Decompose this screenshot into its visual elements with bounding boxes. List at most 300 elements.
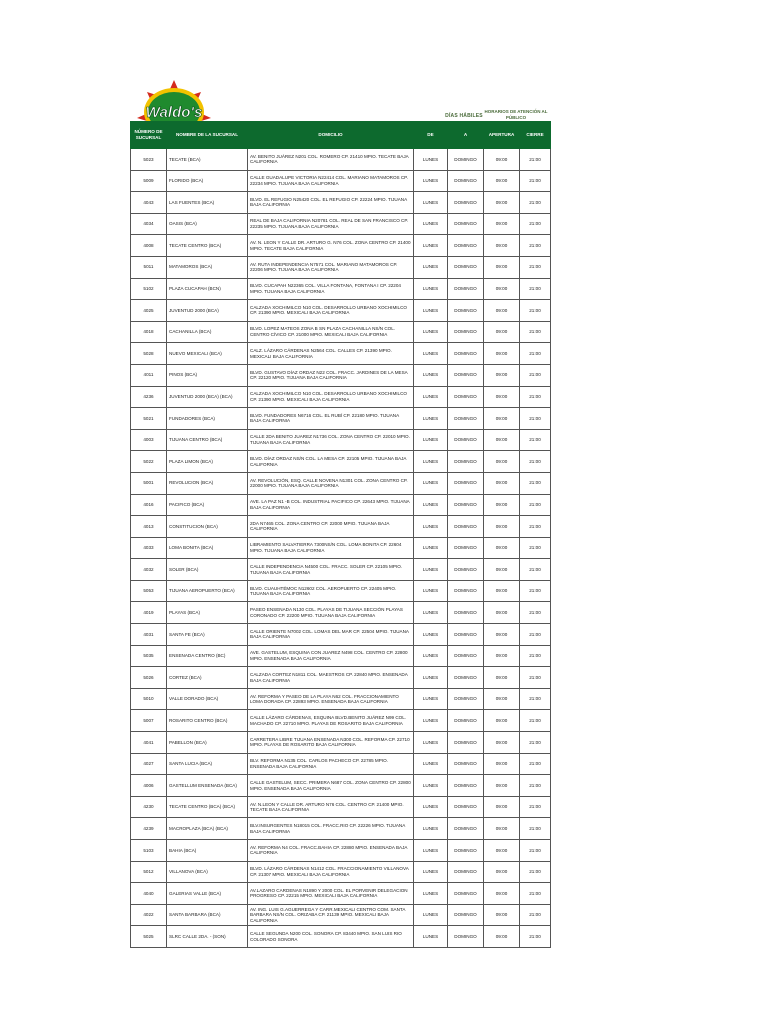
table-row [131, 472, 551, 494]
cell-domicilio: CALZADA XOCHIMILCO N10 COL. DESARROLLO URBANO XOCHIMILCO CP. 21390 MPIO. MEXICALI BAJA CALIFORNIA [248, 300, 414, 322]
table-row [131, 256, 551, 278]
cell-cierre: 21:00 [520, 516, 551, 538]
table-row [131, 429, 551, 451]
cell-nombre: FUNDADORES (BCA) [167, 408, 248, 430]
cell-numero: 5021 [131, 408, 167, 430]
cell-cierre: 21:00 [520, 840, 551, 862]
cell-domicilio: CALLE 2DA BENITO JUAREZ N1736 COL. ZONA CENTRO CP. 22010 MPIO. TIJUANA BAJA CALIFORNIA [248, 429, 414, 451]
cell-apertura: 09:00 [484, 364, 520, 386]
cell-domicilio: AV. BENITO JUÁREZ N201 COL. ROMERO CP. 21410 MPIO. TECATE BAJA CALIFORNIA [248, 149, 414, 171]
cell-cierre: 21:00 [520, 235, 551, 257]
cell-apertura: 09:00 [484, 753, 520, 775]
cell-nombre: PINOS (BCA) [167, 364, 248, 386]
table-row [131, 170, 551, 192]
cell-a: DOMINGO [448, 796, 484, 818]
cell-domicilio: AV. REFORMA N4 COL. FRACC.BAHIA CP. 22880 MPIO. ENSENADA BAJA CALIFORNIA [248, 840, 414, 862]
cell-a: DOMINGO [448, 753, 484, 775]
table-row [131, 926, 551, 948]
cell-cierre: 21:00 [520, 688, 551, 710]
cell-domicilio: PASEO ENSENADA N130 COL. PLAYAS DE TIJUANA SECCIÓN PLAYAS CORONADO CP. 22200 MPIO. TIJUANA BAJA CALIFORNIA [248, 602, 414, 624]
table-row [131, 213, 551, 235]
cell-a: DOMINGO [448, 883, 484, 905]
table-row [131, 580, 551, 602]
table-row [131, 235, 551, 257]
cell-a: DOMINGO [448, 645, 484, 667]
cell-nombre: TECATE CENTRO (BCA) (BCA) [167, 796, 248, 818]
cell-domicilio: REAL DE BAJA CALIFORNIA N20781 COL. REAL DE SAN FRANCISCO CP. 22235 MPIO. TIJUANA BAJA CALIFORNIA [248, 213, 414, 235]
cell-a: DOMINGO [448, 149, 484, 171]
cell-apertura: 09:00 [484, 602, 520, 624]
cell-apertura: 09:00 [484, 840, 520, 862]
col-header-de: DE [414, 122, 448, 149]
cell-nombre: CONSTITUCION (BCA) [167, 516, 248, 538]
col-header-a: A [448, 122, 484, 149]
cell-de: LUNES [414, 537, 448, 559]
cell-apertura: 09:00 [484, 472, 520, 494]
col-header-apertura: APERTURA [484, 122, 520, 149]
cell-cierre: 21:00 [520, 624, 551, 646]
cell-de: LUNES [414, 149, 448, 171]
cell-cierre: 21:00 [520, 170, 551, 192]
table-row [131, 516, 551, 538]
cell-a: DOMINGO [448, 300, 484, 322]
cell-nombre: PACIFICO (BCA) [167, 494, 248, 516]
table-row [131, 732, 551, 754]
cell-numero: 4018 [131, 321, 167, 343]
cell-cierre: 21:00 [520, 300, 551, 322]
table-row [131, 149, 551, 171]
cell-cierre: 21:00 [520, 537, 551, 559]
cell-numero: 4011 [131, 364, 167, 386]
cell-de: LUNES [414, 732, 448, 754]
cell-de: LUNES [414, 408, 448, 430]
cell-cierre: 21:00 [520, 667, 551, 689]
cell-de: LUNES [414, 775, 448, 797]
cell-a: DOMINGO [448, 904, 484, 926]
table-row [131, 883, 551, 905]
cell-domicilio: AVE. LA PAZ N1 -B COL. INDUSTRIAL PACIFICO CP. 22643 MPIO. TIJUANA BAJA CALIFORNIA [248, 494, 414, 516]
cell-nombre: SANTA LUCIA (BCA) [167, 753, 248, 775]
cell-de: LUNES [414, 883, 448, 905]
cell-domicilio: CALLE GUADALUPE VICTORIA N22414 COL. MARIANO MATAMOROS CP. 22234 MPIO. TIJUANA BAJA CALIFORNIA [248, 170, 414, 192]
cell-apertura: 09:00 [484, 796, 520, 818]
cell-cierre: 21:00 [520, 472, 551, 494]
cell-nombre: VILLANOVA (BCA) [167, 861, 248, 883]
cell-a: DOMINGO [448, 710, 484, 732]
table-row [131, 688, 551, 710]
cell-domicilio: AV. REVOLUCIÓN, ESQ. CALLE NOVENA N1301 COL. ZONA CENTRO CP. 22000 MPIO. TIJUANA BAJA CALIFORNIA [248, 472, 414, 494]
cell-domicilio: AV.LAZARO CARDENAS N1890 Y 2000 COL. EL PORVENIR DELEGACION PROGRESO CP. 22215 MPIO. MEXICALI BAJA CALIFORNIA [248, 883, 414, 905]
col-header-nombre: NOMBRE DE LA SUCURSAL [167, 122, 248, 149]
cell-apertura: 09:00 [484, 149, 520, 171]
cell-numero: 4016 [131, 494, 167, 516]
cell-nombre: GASTELLUM ENSENADA (BCA) [167, 775, 248, 797]
cell-de: LUNES [414, 602, 448, 624]
cell-apertura: 09:00 [484, 300, 520, 322]
cell-nombre: BAHIA (BCA) [167, 840, 248, 862]
cell-de: LUNES [414, 451, 448, 473]
cell-domicilio: BLVD. LÁZARO CÁRDENAS N1412 COL. FRACCIONAMIENTO VILLANOVA CP. 21307 MPIO. MEXICALI BAJA CALIFORNIA [248, 861, 414, 883]
table-row [131, 904, 551, 926]
cell-cierre: 21:00 [520, 386, 551, 408]
cell-nombre: JUVENTUD 2000 (BCA) [167, 300, 248, 322]
cell-nombre: PLAYAS (BCA) [167, 602, 248, 624]
cell-apertura: 09:00 [484, 278, 520, 300]
cell-de: LUNES [414, 667, 448, 689]
table-row [131, 624, 551, 646]
cell-numero: 4034 [131, 213, 167, 235]
table-row [131, 710, 551, 732]
cell-numero: 4022 [131, 904, 167, 926]
cell-de: LUNES [414, 278, 448, 300]
cell-numero: 4025 [131, 300, 167, 322]
cell-cierre: 21:00 [520, 364, 551, 386]
cell-a: DOMINGO [448, 732, 484, 754]
cell-nombre: TIJUANA AEROPUERTO (BCA) [167, 580, 248, 602]
cell-nombre: PABELLON (BCA) [167, 732, 248, 754]
cell-a: DOMINGO [448, 235, 484, 257]
cell-domicilio: CALLE GASTELUM, SECC. PRIMERA N687 COL. ZONA CENTRO CP. 22800 MPIO. ENSENADA BAJA CALIFORNIA [248, 775, 414, 797]
cell-a: DOMINGO [448, 516, 484, 538]
cell-nombre: GALERIAS VALLE (BCA) [167, 883, 248, 905]
cell-nombre: TIJUANA CENTRO (BCA) [167, 429, 248, 451]
cell-numero: 4031 [131, 624, 167, 646]
cell-apertura: 09:00 [484, 256, 520, 278]
cell-domicilio: CALLE INDEPENDENCIA N4500 COL. FRACC. SOLER CP. 22105 MPIO. TIJUANA BAJA CALIFORNIA [248, 559, 414, 581]
cell-de: LUNES [414, 818, 448, 840]
cell-apertura: 09:00 [484, 429, 520, 451]
cell-domicilio: BLVD. CUCAPAH N22365 COL. VILLA FONTANA, FONTANA I CP. 22204 MPIO. TIJUANA BAJA CALIFORNIA [248, 278, 414, 300]
cell-numero: 4230 [131, 796, 167, 818]
cell-apertura: 09:00 [484, 580, 520, 602]
cell-a: DOMINGO [448, 580, 484, 602]
cell-de: LUNES [414, 213, 448, 235]
cell-a: DOMINGO [448, 364, 484, 386]
cell-nombre: VALLE DORADO (BCA) [167, 688, 248, 710]
cell-domicilio: AV. ING. LUIS G.AGUERREGA Y CARR.MEXICALI CENTRO COM. SANTA BARBARA NS/N COL. ORIZABA CP. 21139 MPIO. MEXICALI BAJA CALIFORNIA [248, 904, 414, 926]
cell-cierre: 21:00 [520, 904, 551, 926]
col-header-cierre: CIERRE [520, 122, 551, 149]
cell-nombre: SANTA FE (BCA) [167, 624, 248, 646]
cell-cierre: 21:00 [520, 149, 551, 171]
cell-a: DOMINGO [448, 775, 484, 797]
cell-apertura: 09:00 [484, 775, 520, 797]
table-row [131, 321, 551, 343]
cell-numero: 5023 [131, 149, 167, 171]
cell-apertura: 09:00 [484, 710, 520, 732]
cell-numero: 4019 [131, 602, 167, 624]
table-row [131, 364, 551, 386]
cell-a: DOMINGO [448, 192, 484, 214]
cell-cierre: 21:00 [520, 818, 551, 840]
cell-a: DOMINGO [448, 818, 484, 840]
cell-numero: 4008 [131, 235, 167, 257]
cell-nombre: SLRC CALLE 2DA. - (SON) [167, 926, 248, 948]
cell-domicilio: BLV.INSURGENTES N18015 COL. FRACC.RIO CP. 22226 MPIO. TIJUANA BAJA CALIFORNIA [248, 818, 414, 840]
cell-a: DOMINGO [448, 343, 484, 365]
cell-numero: 4032 [131, 559, 167, 581]
cell-numero: 4003 [131, 429, 167, 451]
cell-nombre: PLAZA CUCAPAH (BCN) [167, 278, 248, 300]
cell-apertura: 09:00 [484, 645, 520, 667]
cell-de: LUNES [414, 429, 448, 451]
table-row [131, 840, 551, 862]
cell-a: DOMINGO [448, 840, 484, 862]
cell-numero: 5025 [131, 926, 167, 948]
cell-numero: 4027 [131, 753, 167, 775]
cell-de: LUNES [414, 235, 448, 257]
cell-numero: 4040 [131, 883, 167, 905]
cell-cierre: 21:00 [520, 429, 551, 451]
table-row [131, 192, 551, 214]
cell-nombre: LOMA BONITA (BCA) [167, 537, 248, 559]
col-header-domicilio: DOMICILIO [248, 122, 414, 149]
cell-apertura: 09:00 [484, 667, 520, 689]
cell-nombre: MACROPLAZA (BCA) (BCA) [167, 818, 248, 840]
cell-nombre: CORTEZ (BCA) [167, 667, 248, 689]
cell-cierre: 21:00 [520, 213, 551, 235]
table-row [131, 775, 551, 797]
cell-nombre: ROSARITO CENTRO (BCA) [167, 710, 248, 732]
cell-nombre: SANTA BARBARA (BCA) [167, 904, 248, 926]
col-header-numero: NÚMERO DE SUCURSAL [131, 122, 167, 149]
cell-de: LUNES [414, 710, 448, 732]
cell-apertura: 09:00 [484, 321, 520, 343]
cell-a: DOMINGO [448, 256, 484, 278]
cell-de: LUNES [414, 256, 448, 278]
cell-nombre: NUEVO MEXICALI (BCA) [167, 343, 248, 365]
cell-domicilio: CARRETERA LIBRE TIJUANA ENSENADA N300 COL. REFORMA CP. 22710 MPIO. PLAYAS DE ROSARITO BAJA CALIFORNIA [248, 732, 414, 754]
cell-apertura: 09:00 [484, 537, 520, 559]
cell-numero: 4013 [131, 516, 167, 538]
cell-apertura: 09:00 [484, 408, 520, 430]
cell-nombre: TECATE CENTRO (BCA) [167, 235, 248, 257]
cell-de: LUNES [414, 170, 448, 192]
cell-cierre: 21:00 [520, 451, 551, 473]
cell-domicilio: BLVD. EL REFUGIO N25420 COL. EL REFUGIO CP. 22224 MPIO. TIJUANA BAJA CALIFORNIA [248, 192, 414, 214]
cell-a: DOMINGO [448, 170, 484, 192]
cell-apertura: 09:00 [484, 516, 520, 538]
cell-a: DOMINGO [448, 429, 484, 451]
cell-cierre: 21:00 [520, 408, 551, 430]
cell-numero: 5012 [131, 861, 167, 883]
cell-cierre: 21:00 [520, 559, 551, 581]
cell-cierre: 21:00 [520, 883, 551, 905]
cell-numero: 5053 [131, 580, 167, 602]
cell-numero: 4041 [131, 732, 167, 754]
cell-numero: 5028 [131, 343, 167, 365]
cell-numero: 4043 [131, 192, 167, 214]
cell-cierre: 21:00 [520, 494, 551, 516]
cell-de: LUNES [414, 796, 448, 818]
cell-cierre: 21:00 [520, 343, 551, 365]
cell-apertura: 09:00 [484, 235, 520, 257]
cell-cierre: 21:00 [520, 926, 551, 948]
cell-domicilio: BLVD. GUSTAVO DÍAZ ORDAZ N22 COL. FRACC. JARDINES DE LA MESA CP. 22120 MPIO. TIJUANA BAJA CALIFORNIA [248, 364, 414, 386]
cell-cierre: 21:00 [520, 256, 551, 278]
table-row [131, 537, 551, 559]
table-row [131, 386, 551, 408]
cell-nombre: LAS FUENTES (BCA) [167, 192, 248, 214]
cell-a: DOMINGO [448, 451, 484, 473]
cell-a: DOMINGO [448, 537, 484, 559]
cell-de: LUNES [414, 753, 448, 775]
cell-a: DOMINGO [448, 213, 484, 235]
cell-apertura: 09:00 [484, 494, 520, 516]
cell-numero: 5022 [131, 451, 167, 473]
table-header-row [131, 122, 551, 149]
cell-domicilio: AV. RUTA INDEPENDENCIA N7571 COL. MARIANO MATAMOROS CP. 22206 MPIO. TIJUANA BAJA CALIFORNIA [248, 256, 414, 278]
cell-a: DOMINGO [448, 688, 484, 710]
cell-a: DOMINGO [448, 926, 484, 948]
cell-de: LUNES [414, 364, 448, 386]
table-row [131, 602, 551, 624]
cell-numero: 4033 [131, 537, 167, 559]
cell-apertura: 09:00 [484, 688, 520, 710]
cell-apertura: 09:00 [484, 213, 520, 235]
cell-de: LUNES [414, 516, 448, 538]
cell-cierre: 21:00 [520, 192, 551, 214]
cell-nombre: JUVENTUD 2000 (BCA) (BCA) [167, 386, 248, 408]
cell-domicilio: CALLE LÁZARO CÁRDENAS, ESQUINA BLVD.BENITO JUÁREZ N99 COL. MACHADO CP. 22710 MPIO. PLAYAS DE ROSARITO BAJA CALIFORNIA [248, 710, 414, 732]
branches-table [130, 121, 551, 948]
cell-apertura: 09:00 [484, 170, 520, 192]
cell-cierre: 21:00 [520, 861, 551, 883]
cell-numero: 5010 [131, 688, 167, 710]
cell-numero: 4236 [131, 386, 167, 408]
cell-de: LUNES [414, 840, 448, 862]
cell-numero: 5035 [131, 645, 167, 667]
cell-numero: 4006 [131, 775, 167, 797]
table-row [131, 408, 551, 430]
cell-numero: 5009 [131, 170, 167, 192]
cell-domicilio: BLVD. DÍAZ ORDAZ NS/N COL. LA MESA CP. 22105 MPIO. TIJUANA BAJA CALIFORNIA [248, 451, 414, 473]
table-row [131, 753, 551, 775]
cell-apertura: 09:00 [484, 883, 520, 905]
cell-cierre: 21:00 [520, 753, 551, 775]
cell-domicilio: BLVD. FUNDADORES N6716 COL. EL RUBÍ CP. 22180 MPIO. TIJUANA BAJA CALIFORNIA [248, 408, 414, 430]
cell-numero: 5103 [131, 840, 167, 862]
cell-apertura: 09:00 [484, 386, 520, 408]
cell-a: DOMINGO [448, 667, 484, 689]
table-row [131, 796, 551, 818]
cell-apertura: 09:00 [484, 451, 520, 473]
cell-de: LUNES [414, 645, 448, 667]
cell-de: LUNES [414, 688, 448, 710]
cell-domicilio: CALZ. LÁZARO CÁRDENAS N2564 COL. CALLES CP. 21390 MPIO. MEXICALI BAJA CALIFORNIA [248, 343, 414, 365]
cell-a: DOMINGO [448, 624, 484, 646]
cell-domicilio: BLVD. LOPEZ MATEOS ZONA B SN PLAZA CACHANILLA NS/N COL. CENTRO CÍVICO CP. 21000 MPIO. MEXICALI BAJA CALIFORNIA [248, 321, 414, 343]
cell-de: LUNES [414, 926, 448, 948]
cell-apertura: 09:00 [484, 818, 520, 840]
cell-de: LUNES [414, 861, 448, 883]
cell-domicilio: BLVD. CUAUHTÉMOC N12602 COL. AEROPUERTO CP. 22405 MPIO. TIJUANA BAJA CALIFORNIA [248, 580, 414, 602]
cell-apertura: 09:00 [484, 192, 520, 214]
cell-de: LUNES [414, 300, 448, 322]
cell-de: LUNES [414, 624, 448, 646]
cell-cierre: 21:00 [520, 321, 551, 343]
cell-de: LUNES [414, 386, 448, 408]
dias-habiles-header: DÍAS HÁBILES [445, 113, 483, 119]
logo-text: Waldo's [145, 104, 203, 121]
cell-cierre: 21:00 [520, 580, 551, 602]
cell-nombre: ENSENADA CENTRO (BC) [167, 645, 248, 667]
cell-a: DOMINGO [448, 321, 484, 343]
cell-cierre: 21:00 [520, 602, 551, 624]
cell-nombre: PLAZA LIMON (BCA) [167, 451, 248, 473]
cell-de: LUNES [414, 494, 448, 516]
table-row [131, 278, 551, 300]
cell-apertura: 09:00 [484, 904, 520, 926]
cell-domicilio: CALZADA XOCHIMILCO N10 COL. DESARROLLO URBANO XOCHIMILCO CP. 21390 MPIO. MEXICALI BAJA CALIFORNIA [248, 386, 414, 408]
cell-a: DOMINGO [448, 278, 484, 300]
cell-cierre: 21:00 [520, 710, 551, 732]
cell-de: LUNES [414, 472, 448, 494]
table-row [131, 343, 551, 365]
cell-de: LUNES [414, 904, 448, 926]
cell-apertura: 09:00 [484, 624, 520, 646]
cell-domicilio: AV. N.LEON Y CALLE DR. ARTURO N76 COL. CENTRO CP. 21400 MPIO. TECATE BAJA CALIFORNIA [248, 796, 414, 818]
cell-cierre: 21:00 [520, 278, 551, 300]
cell-domicilio: AVE. GASTELUM, ESQUINA CON JUAREZ N498 COL. CENTRO CP. 22800 MPIO. ENSENADA BAJA CALIFORNIA [248, 645, 414, 667]
cell-a: DOMINGO [448, 386, 484, 408]
cell-a: DOMINGO [448, 494, 484, 516]
cell-nombre: REVOLUCION (BCA) [167, 472, 248, 494]
cell-domicilio: CALLE SEGUNDA N200 COL. SONORA CP. 83440 MPIO. SAN LUIS RIO COLORADO SONORA [248, 926, 414, 948]
cell-nombre: OASIS (BCA) [167, 213, 248, 235]
cell-domicilio: 2DA N7465 COL. ZONA CENTRO CP. 22000 MPIO. TIJUANA BAJA CALIFORNIA [248, 516, 414, 538]
cell-domicilio: CALZADA CORTEZ N1811 COL. MAESTROS CP. 22840 MPIO. ENSENADA BAJA CALIFORNIA [248, 667, 414, 689]
cell-nombre: SOLER (BCA) [167, 559, 248, 581]
cell-domicilio: AV. REFORMA Y PASEO DE LA PLAYA N62 COL. FRACCIONAMIENTO LOMA DORADA CP. 22893 MPIO. ENSENADA BAJA CALIFORNIA [248, 688, 414, 710]
cell-cierre: 21:00 [520, 775, 551, 797]
cell-apertura: 09:00 [484, 861, 520, 883]
cell-numero: 5011 [131, 256, 167, 278]
table-row [131, 645, 551, 667]
table-row [131, 300, 551, 322]
cell-domicilio: BLV. REFORMA N135 COL. CARLOS PACHECO CP. 22785 MPIO. ENSENADA BAJA CALIFORNIA [248, 753, 414, 775]
cell-de: LUNES [414, 580, 448, 602]
cell-numero: 5026 [131, 667, 167, 689]
cell-a: DOMINGO [448, 472, 484, 494]
table-row [131, 559, 551, 581]
table-row [131, 451, 551, 473]
cell-numero: 5102 [131, 278, 167, 300]
cell-cierre: 21:00 [520, 796, 551, 818]
cell-nombre: TECATE (BCA) [167, 149, 248, 171]
cell-domicilio: CALLE ORIENTE N7002 COL. LOMAS DEL MAR CP. 22504 MPIO. TIJUANA BAJA CALIFORNIA [248, 624, 414, 646]
cell-nombre: CACHANILLA (BCA) [167, 321, 248, 343]
cell-apertura: 09:00 [484, 559, 520, 581]
cell-a: DOMINGO [448, 559, 484, 581]
table-row [131, 861, 551, 883]
cell-de: LUNES [414, 321, 448, 343]
cell-numero: 4239 [131, 818, 167, 840]
cell-de: LUNES [414, 343, 448, 365]
cell-apertura: 09:00 [484, 343, 520, 365]
table-row [131, 494, 551, 516]
cell-numero: 5007 [131, 710, 167, 732]
cell-de: LUNES [414, 559, 448, 581]
cell-cierre: 21:00 [520, 645, 551, 667]
cell-nombre: FLORIDO (BCA) [167, 170, 248, 192]
cell-apertura: 09:00 [484, 732, 520, 754]
cell-a: DOMINGO [448, 861, 484, 883]
cell-domicilio: AV. N. LEON Y CALLE DR. ARTURO G. N76 COL. ZONA CENTRO CP. 21400 MPIO. TECATE BAJA CALIFORNIA [248, 235, 414, 257]
table-row [131, 667, 551, 689]
cell-cierre: 21:00 [520, 732, 551, 754]
cell-de: LUNES [414, 192, 448, 214]
